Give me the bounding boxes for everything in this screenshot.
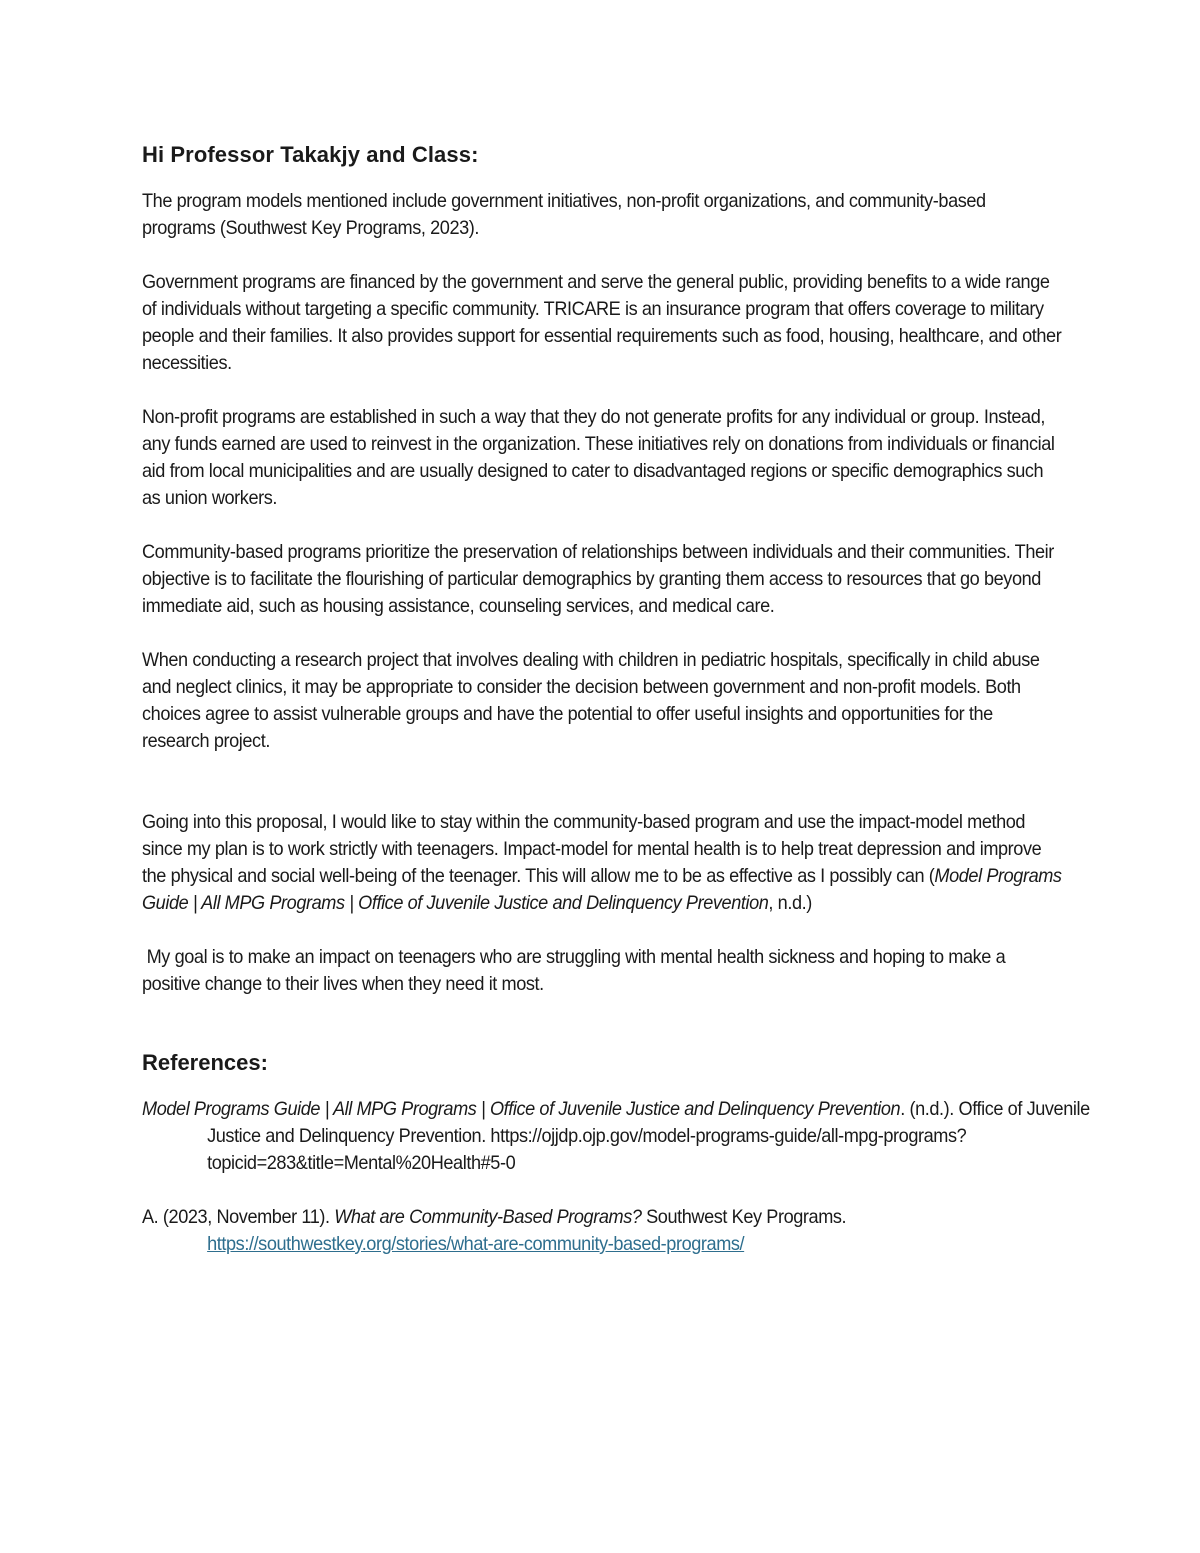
paragraph-government-programs: Government programs are financed by the government and serve the general public, providing benefits to a wide range of individuals without targeting a specific community. TRICARE is an insurance program that offers coverage to military people and their families. It also provides support for essential requirements such as food, housing, healthcare, and other necessities. <box>142 271 1062 374</box>
reference-entry-mpg <box>142 1096 1128 1177</box>
reference-author-date: A. (2023, November 11). <box>142 1206 335 1228</box>
paragraph-non-profit-programs: Non-profit programs are established in such a way that they do not generate profits for any individual or group. Instead, any funds earned are used to reinvest in the organization. These initiatives rely on donations from individuals or financial aid from local municipalities and are usually designed to cater to disadvantaged regions or specific demographics such as union workers. <box>142 406 1055 509</box>
reference-url-link[interactable]: https://southwestkey.org/stories/what-are-community-based-programs/ <box>207 1233 745 1255</box>
paragraph-community-based-programs: Community-based programs prioritize the preservation of relationships between individuals and their communities. Their objective is to facilitate the flourishing of particular demographics by granting them access to resources that go beyond immediate aid, such as housing assistance, counseling services, and medical care. <box>142 541 1054 617</box>
proposal-citation-title: Model Programs Guide | All MPG Programs | Office of Juvenile Justice and Delinquency Prevention <box>142 865 1062 914</box>
paragraph-goal: My goal is to make an impact on teenagers who are struggling with mental health sickness and hoping to make a positive change to their lives when they need it most. <box>142 946 1010 995</box>
paragraph-research-project: When conducting a research project that involves dealing with children in pediatric hospitals, specifically in child abuse and neglect clinics, it may be appropriate to consider the decision between government and non-profit models. Both choices agree to assist vulnerable groups and have the potential to offer useful insights and opportunities for the research project. <box>142 649 1040 752</box>
proposal-citation-end: , n.d.) <box>768 892 812 914</box>
document-page <box>142 140 1090 1258</box>
paragraph-program-models: The program models mentioned include government initiatives, non-profit organizations, and community-based programs (Southwest Key Programs, 2023). <box>142 190 986 239</box>
reference-entry-southwest-key <box>142 1204 1128 1258</box>
proposal-text-start: Going into this proposal, I would like to stay within the community-based program and use the impact-model method since my plan is to work strictly with teenagers. Impact-model for mental health is to help treat depression and improve the physical and social well-being of the teenager. This will allow me to be as effective as I possibly can ( <box>142 811 1042 887</box>
greeting-heading: Hi Professor Takakjy and Class: <box>142 142 479 167</box>
reference-title-mpg: Model Programs Guide | All MPG Programs | Office of Juvenile Justice and Delinquency Prevention <box>142 1098 901 1120</box>
references-heading: References: <box>142 1050 268 1075</box>
reference-details-mpg: . (n.d.). Office of Juvenile Justice and Delinquency Prevention. https://ojjdp.ojp.gov/model-programs-guide/all-mpg-programs?topicid=283&title=Mental%20Health#5-0 <box>207 1098 1090 1174</box>
paragraph-proposal <box>142 809 1063 917</box>
reference-title-southwest-key: What are Community-Based Programs? <box>334 1206 642 1228</box>
reference-publisher: Southwest Key Programs. <box>641 1206 847 1228</box>
